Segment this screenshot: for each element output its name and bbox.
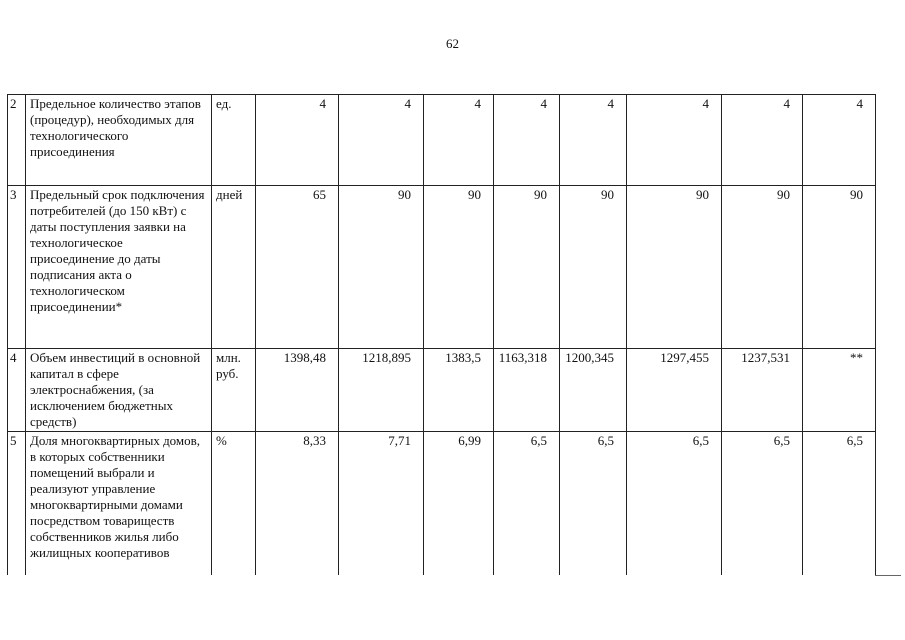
value-cell: 4 [256, 95, 339, 186]
page-number: 62 [446, 36, 459, 51]
table-row [8, 186, 876, 349]
table-row [8, 432, 876, 575]
unit-cell: % [212, 432, 256, 575]
value-cell: 4 [560, 95, 627, 186]
value-cell: 4 [722, 95, 803, 186]
unit-cell: дней [212, 186, 256, 349]
unit-cell: ед. [212, 95, 256, 186]
value-cell: 90 [339, 186, 424, 349]
value-cell: 8,33 [256, 432, 339, 575]
value-cell: 6,5 [722, 432, 803, 575]
value-cell: 6,5 [803, 432, 876, 575]
indicator-name: Доля многоквартирных домов, в которых собственники помещений выбрали и реализуют управление многоквартирными домами посредством товариществ собственников жилья либо жилищных кооперативов [26, 432, 212, 575]
value-cell: 4 [494, 95, 560, 186]
value-cell: 4 [627, 95, 722, 186]
value-cell: 1297,455 [627, 349, 722, 432]
value-cell: 6,5 [560, 432, 627, 575]
value-cell: 6,99 [424, 432, 494, 575]
table-row [8, 349, 876, 432]
value-cell: 4 [339, 95, 424, 186]
value-cell: 1163,318 [494, 349, 560, 432]
value-cell: ** [803, 349, 876, 432]
table-row [8, 95, 876, 186]
row-number: 3 [8, 186, 26, 349]
indicator-name: Предельный срок подключения потребителей (до 150 кВт) с даты поступления заявки на технологическое присоединение до даты подписания акта о технологическом присоединении* [26, 186, 212, 349]
value-cell: 7,71 [339, 432, 424, 575]
value-cell: 4 [424, 95, 494, 186]
value-cell: 6,5 [494, 432, 560, 575]
value-cell: 65 [256, 186, 339, 349]
value-cell: 90 [722, 186, 803, 349]
value-cell: 90 [494, 186, 560, 349]
value-cell: 1218,895 [339, 349, 424, 432]
value-cell: 1200,345 [560, 349, 627, 432]
row-number: 4 [8, 349, 26, 432]
indicators-table [7, 94, 876, 575]
table-bottom-rule [875, 575, 901, 576]
indicator-name: Предельное количество этапов (процедур), необходимых для технологического присоединения [26, 95, 212, 186]
value-cell: 4 [803, 95, 876, 186]
unit-cell: млн. руб. [212, 349, 256, 432]
indicator-name: Объем инвестиций в основной капитал в сфере электроснабжения, (за исключением бюджетных средств) [26, 349, 212, 432]
value-cell: 90 [803, 186, 876, 349]
value-cell: 90 [560, 186, 627, 349]
value-cell: 1237,531 [722, 349, 803, 432]
value-cell: 1383,5 [424, 349, 494, 432]
row-number: 5 [8, 432, 26, 575]
value-cell: 1398,48 [256, 349, 339, 432]
value-cell: 90 [424, 186, 494, 349]
row-number: 2 [8, 95, 26, 186]
value-cell: 6,5 [627, 432, 722, 575]
value-cell: 90 [627, 186, 722, 349]
